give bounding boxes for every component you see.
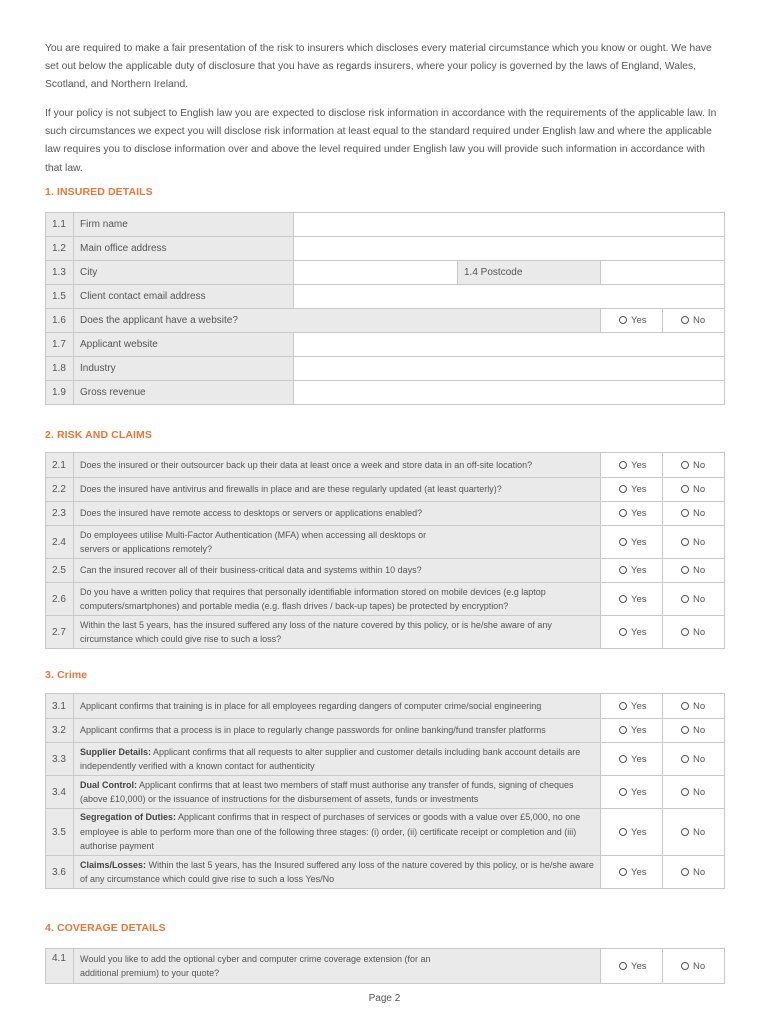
yes-option[interactable]: Yes xyxy=(601,478,663,502)
question-text: Applicant confirms that a process is in place to regularly change passwords for online banking/fund transfer platforms xyxy=(74,719,601,743)
yes-option[interactable]: Yes xyxy=(601,949,663,984)
question-text: Dual Control: Applicant confirms that at least two members of staff must authorise any transfer of funds, signing of cheques (above £10,000) or the issuance of instructions for the disbursement of assets, funds or investments xyxy=(74,776,601,809)
radio-icon[interactable] xyxy=(681,509,689,517)
radio-icon[interactable] xyxy=(681,962,689,970)
radio-icon[interactable] xyxy=(681,726,689,734)
question-row xyxy=(46,453,725,478)
no-option[interactable]: No xyxy=(663,309,725,333)
yes-option[interactable]: Yes xyxy=(601,719,663,743)
field-label: Client contact email address xyxy=(74,285,294,309)
question-row xyxy=(46,694,725,719)
row-number: 2.3 xyxy=(46,502,74,526)
no-option[interactable]: No xyxy=(663,502,725,526)
question-row xyxy=(46,559,725,583)
question-bold-lead: Claims/Losses: xyxy=(80,859,147,870)
radio-icon[interactable] xyxy=(681,755,689,763)
intro-paragraph-1: You are required to make a fair presentation of the risk to insurers which discloses every material circumstance which you know or ought. We have set out below the applicable duty of disclosure that you have as regards insurers, where your policy is governed by the laws of England, Wales, Scotland, and Northern Ireland. xyxy=(45,43,712,91)
postcode-label: 1.4 Postcode xyxy=(458,261,601,285)
field-label: Firm name xyxy=(74,213,294,237)
radio-icon[interactable] xyxy=(681,538,689,546)
row-number: 1.6 xyxy=(46,309,74,333)
radio-icon[interactable] xyxy=(619,962,627,970)
row-number: 4.1 xyxy=(46,949,74,984)
yes-option[interactable]: Yes xyxy=(601,743,663,776)
no-option[interactable]: No xyxy=(663,694,725,719)
question-row xyxy=(46,743,725,776)
applicant-website-field[interactable] xyxy=(294,333,725,357)
question-text: Does the insured or their outsourcer back up their data at least once a week and store data in an off-site location? xyxy=(74,453,601,478)
no-option[interactable]: No xyxy=(663,616,725,649)
question-row xyxy=(46,809,725,856)
radio-icon[interactable] xyxy=(681,316,689,324)
question-text: Supplier Details: Applicant confirms that all requests to alter supplier and customer details including bank account details are independently verified with a known contact for authenticity xyxy=(74,743,601,776)
row-client-email xyxy=(46,285,725,309)
risk-claims-table xyxy=(45,452,725,649)
row-firm-name xyxy=(46,213,725,237)
radio-icon[interactable] xyxy=(681,788,689,796)
question-text: Segregation of Duties: Applicant confirms that in respect of purchases of services or goods with a value over £5,000, no one employee is able to perform more than one of the following three stages: (i) order, (ii) certificate receipt or completion and (iii) authorise payment xyxy=(74,809,601,856)
firm-name-field[interactable] xyxy=(294,213,725,237)
row-number: 2.7 xyxy=(46,616,74,649)
row-number: 1.3 xyxy=(46,261,74,285)
gross-revenue-field[interactable] xyxy=(294,381,725,405)
yes-option[interactable]: Yes xyxy=(601,453,663,478)
row-number: 1.7 xyxy=(46,333,74,357)
row-main-office-address xyxy=(46,237,725,261)
question-bold-lead: Supplier Details: xyxy=(80,746,152,757)
question-row xyxy=(46,583,725,616)
question-bold-lead: Segregation of Duties: xyxy=(80,812,177,823)
radio-icon[interactable] xyxy=(619,702,627,710)
question-text: Do employees utilise Multi-Factor Authentication (MFA) when accessing all desktops or servers or applications remotely? xyxy=(74,526,601,559)
yes-option[interactable]: Yes xyxy=(601,502,663,526)
yes-option[interactable]: Yes xyxy=(601,559,663,583)
section-title-risk-and-claims: 2. RISK AND CLAIMS xyxy=(45,429,152,441)
section-title-coverage-details: 4. COVERAGE DETAILS xyxy=(45,922,166,934)
crime-table xyxy=(45,693,725,889)
radio-icon[interactable] xyxy=(619,628,627,636)
no-option[interactable]: No xyxy=(663,478,725,502)
no-option[interactable]: No xyxy=(663,583,725,616)
question-text: Does the insured have antivirus and firewalls in place and are these regularly updated (at least quarterly)? xyxy=(74,478,601,502)
field-label: Applicant website xyxy=(74,333,294,357)
no-option[interactable]: No xyxy=(663,526,725,559)
question-row xyxy=(46,502,725,526)
question-text: Can the insured recover all of their business-critical data and systems within 10 days? xyxy=(74,559,601,583)
no-option[interactable]: No xyxy=(663,856,725,889)
row-applicant-website xyxy=(46,333,725,357)
row-number: 2.5 xyxy=(46,559,74,583)
row-number: 2.2 xyxy=(46,478,74,502)
page-number: Page 2 xyxy=(368,993,401,1004)
row-city xyxy=(46,261,725,285)
radio-icon[interactable] xyxy=(619,595,627,603)
industry-field[interactable] xyxy=(294,357,725,381)
radio-icon[interactable] xyxy=(681,485,689,493)
question-text: Does the insured have remote access to desktops or servers or applications enabled? xyxy=(74,502,601,526)
question-row xyxy=(46,616,725,649)
row-number: 1.5 xyxy=(46,285,74,309)
no-option[interactable]: No xyxy=(663,776,725,809)
yes-option[interactable]: Yes xyxy=(601,616,663,649)
radio-icon[interactable] xyxy=(619,538,627,546)
no-option[interactable]: No xyxy=(663,809,725,856)
row-number: 3.1 xyxy=(46,694,74,719)
radio-icon[interactable] xyxy=(619,828,627,836)
question-text: Do you have a written policy that requires that personally identifiable information stored on mobile devices (e.g laptop computers/smartphones) and portable media (e.g. flash drives / back-up tapes) be protected by encryption? xyxy=(74,583,601,616)
radio-icon[interactable] xyxy=(681,595,689,603)
radio-icon[interactable] xyxy=(619,726,627,734)
question-bold-lead: Dual Control: xyxy=(80,779,137,790)
question-text: Applicant confirms that training is in place for all employees regarding dangers of computer crime/social engineering xyxy=(74,694,601,719)
no-option[interactable]: No xyxy=(663,949,725,984)
question-text: Within the last 5 years, has the insured suffered any loss of the nature covered by this policy, or is he/she aware of any circumstance which could give rise to such a loss? xyxy=(74,616,601,649)
question-row xyxy=(46,949,725,984)
radio-icon[interactable] xyxy=(681,828,689,836)
row-number: 3.6 xyxy=(46,856,74,889)
radio-icon[interactable] xyxy=(681,461,689,469)
radio-icon[interactable] xyxy=(619,755,627,763)
row-number: 1.2 xyxy=(46,237,74,261)
insured-details-table xyxy=(45,212,725,405)
section-title-insured-details: 1. INSURED DETAILS xyxy=(45,186,153,198)
question-text: Would you like to add the optional cyber and computer crime coverage extension (for an additional premium) to your quote? xyxy=(74,949,601,984)
radio-icon[interactable] xyxy=(619,485,627,493)
city-field[interactable] xyxy=(294,261,458,285)
no-option[interactable]: No xyxy=(663,453,725,478)
no-option[interactable]: No xyxy=(663,719,725,743)
question-row xyxy=(46,856,725,889)
postcode-field[interactable] xyxy=(601,261,725,285)
row-industry xyxy=(46,357,725,381)
field-label: Gross revenue xyxy=(74,381,294,405)
question-row xyxy=(46,719,725,743)
yes-option[interactable]: Yes xyxy=(601,776,663,809)
row-number: 3.3 xyxy=(46,743,74,776)
question-row xyxy=(46,526,725,559)
radio-icon[interactable] xyxy=(681,868,689,876)
radio-icon[interactable] xyxy=(619,316,627,324)
row-number: 3.4 xyxy=(46,776,74,809)
radio-icon[interactable] xyxy=(619,566,627,574)
row-gross-revenue xyxy=(46,381,725,405)
yes-option[interactable]: Yes xyxy=(601,809,663,856)
yes-option[interactable]: Yes xyxy=(601,583,663,616)
question-row xyxy=(46,776,725,809)
field-label: Industry xyxy=(74,357,294,381)
row-number: 1.1 xyxy=(46,213,74,237)
row-number: 1.8 xyxy=(46,357,74,381)
radio-icon[interactable] xyxy=(681,628,689,636)
radio-icon[interactable] xyxy=(681,702,689,710)
no-option[interactable]: No xyxy=(663,559,725,583)
field-label: Does the applicant have a website? xyxy=(74,309,601,333)
row-number: 2.6 xyxy=(46,583,74,616)
yes-option[interactable]: Yes xyxy=(601,694,663,719)
main-office-address-field[interactable] xyxy=(294,237,725,261)
client-email-field[interactable] xyxy=(294,285,725,309)
radio-icon[interactable] xyxy=(619,509,627,517)
field-label: Main office address xyxy=(74,237,294,261)
row-number: 2.4 xyxy=(46,526,74,559)
radio-icon[interactable] xyxy=(681,566,689,574)
radio-icon[interactable] xyxy=(619,461,627,469)
question-text: Claims/Losses: Within the last 5 years, has the Insured suffered any loss of the nature covered by this policy, or is he/she aware of any circumstance which could give rise to such a loss Yes/No xyxy=(74,856,601,889)
yes-option[interactable]: Yes xyxy=(601,309,663,333)
radio-icon[interactable] xyxy=(619,868,627,876)
section-title-crime: 3. Crime xyxy=(45,669,88,681)
row-number: 3.2 xyxy=(46,719,74,743)
field-label: City xyxy=(74,261,294,285)
intro-paragraph-2: If your policy is not subject to English law you are expected to disclose risk information in accordance with the requirements of the applicable law. In such circumstances we expect you will disclose risk information at least equal to the standard required under English law and where the applicable law requires you to disclose information over and above the level required under English law you will provide such information in accordance with that law. xyxy=(45,108,717,174)
no-option[interactable]: No xyxy=(663,743,725,776)
row-number: 1.9 xyxy=(46,381,74,405)
row-number: 3.5 xyxy=(46,809,74,856)
coverage-table xyxy=(45,948,725,984)
row-number: 2.1 xyxy=(46,453,74,478)
yes-option[interactable]: Yes xyxy=(601,526,663,559)
row-has-website xyxy=(46,309,725,333)
question-row xyxy=(46,478,725,502)
radio-icon[interactable] xyxy=(619,788,627,796)
yes-option[interactable]: Yes xyxy=(601,856,663,889)
